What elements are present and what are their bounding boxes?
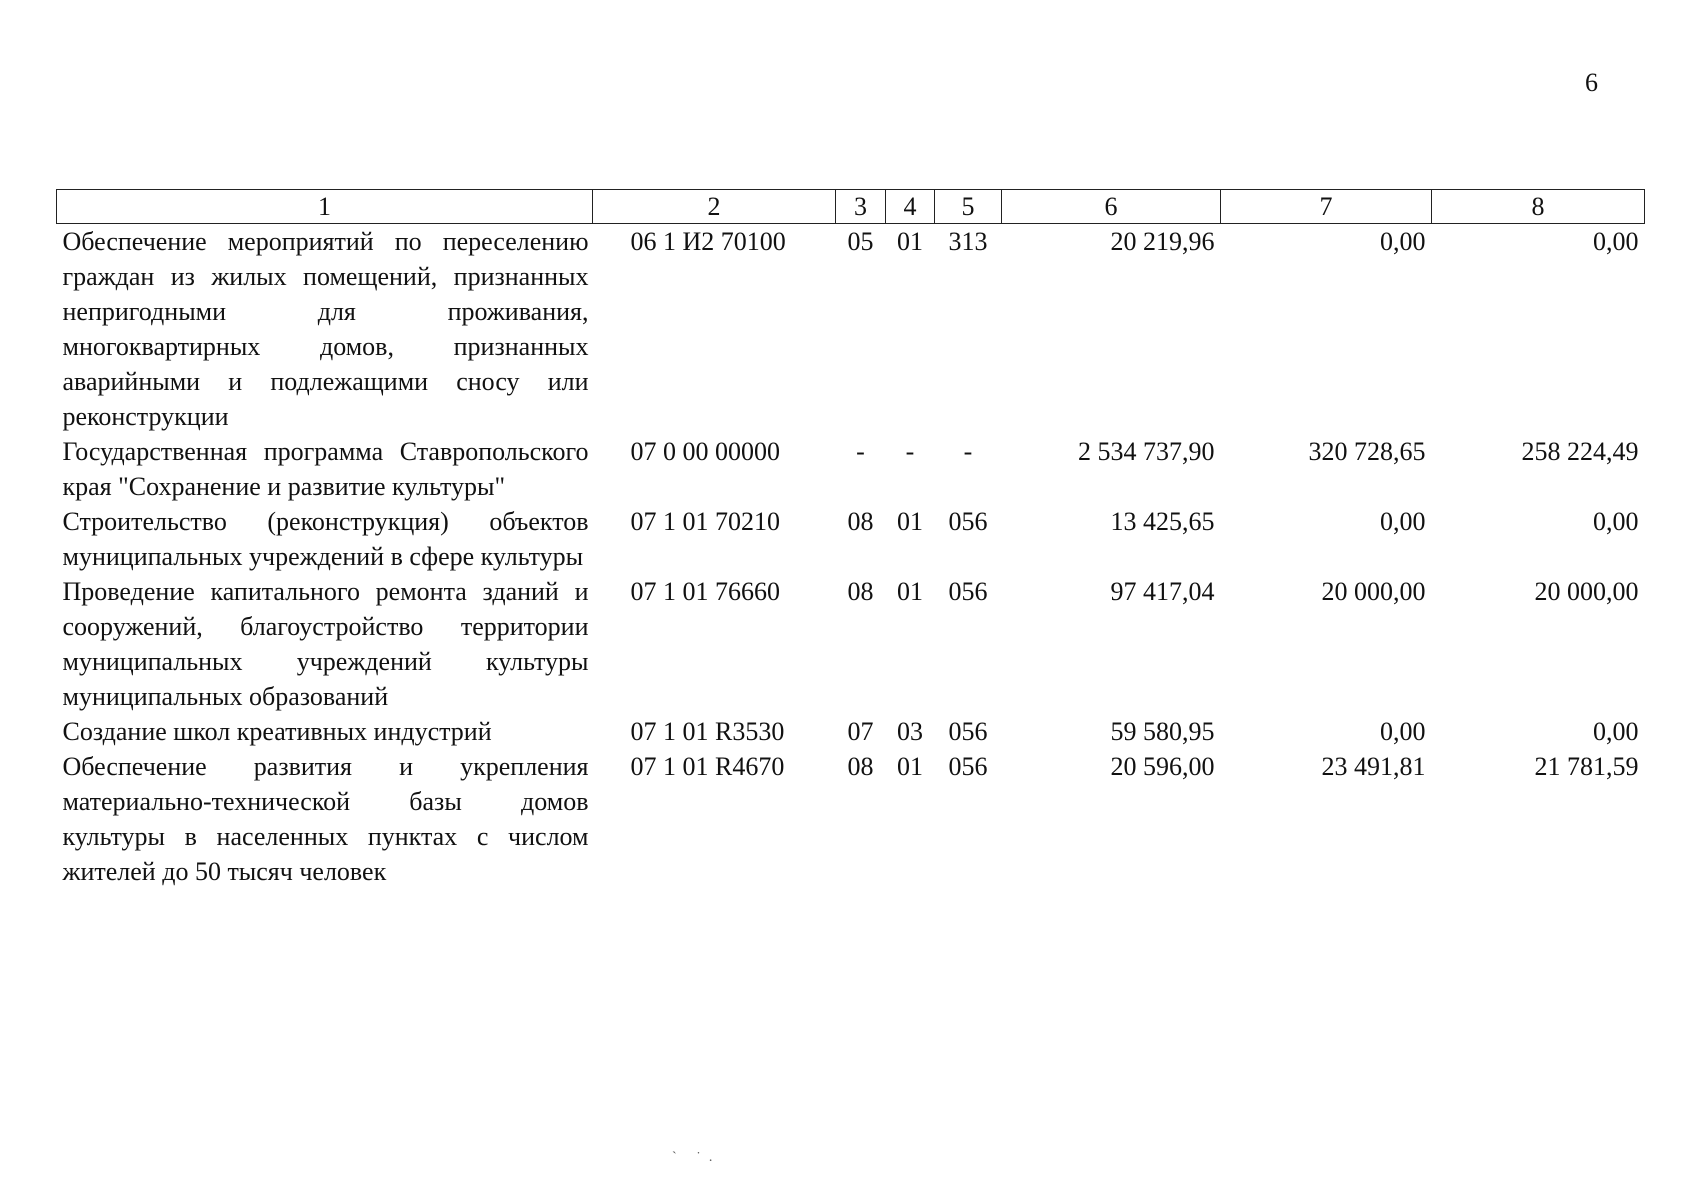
row-code: 06 1 И2 70100: [630, 227, 786, 256]
table-row: [57, 434, 1645, 504]
row-code: 07 1 01 70210: [630, 507, 780, 536]
row-value-8: 0,00: [1593, 227, 1639, 256]
row-col-4: 01: [897, 577, 923, 606]
row-col-4: 01: [897, 227, 923, 256]
table-row: [57, 749, 1645, 889]
row-value-7: 0,00: [1380, 507, 1426, 536]
row-value-7: 0,00: [1380, 717, 1426, 746]
row-code: 07 1 01 R3530: [630, 717, 785, 746]
row-code: 07 0 00 00000: [630, 437, 780, 466]
row-value-7: 20 000,00: [1321, 577, 1426, 606]
row-col-3: 07: [847, 717, 874, 746]
row-value-7: 320 728,65: [1308, 437, 1426, 466]
row-col-3: 08: [847, 752, 874, 781]
row-value-6: 2 534 737,90: [1078, 437, 1215, 466]
row-name: Проведение капитального ремонта зданий и сооружений, благоустройство территории муниципальных учреждений культуры муниципальных образований: [62, 577, 589, 711]
row-col-5: 056: [948, 577, 988, 606]
row-col-5: 056: [948, 717, 988, 746]
table-header: [57, 190, 1645, 224]
row-col-4: -: [905, 437, 915, 466]
row-value-8: 0,00: [1593, 717, 1639, 746]
row-code: 07 1 01 76660: [630, 577, 780, 606]
header-col-4: 4: [886, 190, 935, 224]
header-col-8: 8: [1432, 190, 1645, 224]
header-col-3: 3: [836, 190, 886, 224]
table-row: [57, 714, 1645, 749]
header-col-2: 2: [593, 190, 836, 224]
row-name: Обеспечение мероприятий по переселению граждан из жилых помещений, признанных непригодными для проживания, многоквартирных домов, признанных аварийными и подлежащими сносу или реконструкции: [62, 227, 589, 431]
row-code: 07 1 01 R4670: [630, 752, 785, 781]
row-col-3: 08: [847, 507, 874, 536]
row-value-6: 97 417,04: [1110, 577, 1215, 606]
row-col-4: 01: [897, 752, 923, 781]
page-number: 6: [1585, 68, 1598, 97]
row-value-8: 0,00: [1593, 507, 1639, 536]
header-col-6: 6: [1002, 190, 1221, 224]
budget-table: [56, 189, 1645, 889]
row-value-6: 20 219,96: [1110, 227, 1215, 256]
row-col-4: 01: [897, 507, 923, 536]
row-value-7: 23 491,81: [1321, 752, 1426, 781]
row-name: Строительство (реконструкция) объектов муниципальных учреждений в сфере культуры: [62, 507, 589, 571]
row-value-6: 20 596,00: [1110, 752, 1215, 781]
row-col-4: 03: [897, 717, 923, 746]
row-col-5: 313: [948, 227, 988, 256]
row-name: Государственная программа Ставропольского края "Сохранение и развитие культуры": [62, 437, 589, 501]
header-col-1: 1: [57, 190, 593, 224]
row-value-6: 13 425,65: [1110, 507, 1215, 536]
table-row: [57, 574, 1645, 714]
row-col-5: -: [963, 437, 973, 466]
header-col-7: 7: [1221, 190, 1432, 224]
row-col-3: -: [856, 437, 865, 466]
row-col-3: 08: [847, 577, 874, 606]
row-col-5: 056: [948, 752, 988, 781]
header-col-5: 5: [935, 190, 1002, 224]
table-body: [57, 224, 1645, 890]
row-value-7: 0,00: [1380, 227, 1426, 256]
row-value-8: 21 781,59: [1534, 752, 1639, 781]
row-col-5: 056: [948, 507, 988, 536]
row-value-8: 20 000,00: [1534, 577, 1639, 606]
row-name: Обеспечение развития и укрепления материально-технической базы домов культуры в населенных пунктах с числом жителей до 50 тысяч человек: [62, 752, 589, 886]
header-row: [57, 190, 1645, 224]
row-value-6: 59 580,95: [1110, 717, 1215, 746]
scan-artifact-marks: ` ˙.: [672, 1150, 721, 1165]
row-col-3: 05: [847, 227, 874, 256]
row-name: Создание школ креативных индустрий: [62, 717, 492, 746]
row-value-8: 258 224,49: [1521, 437, 1639, 466]
table-row: [57, 224, 1645, 435]
table-row: [57, 504, 1645, 574]
